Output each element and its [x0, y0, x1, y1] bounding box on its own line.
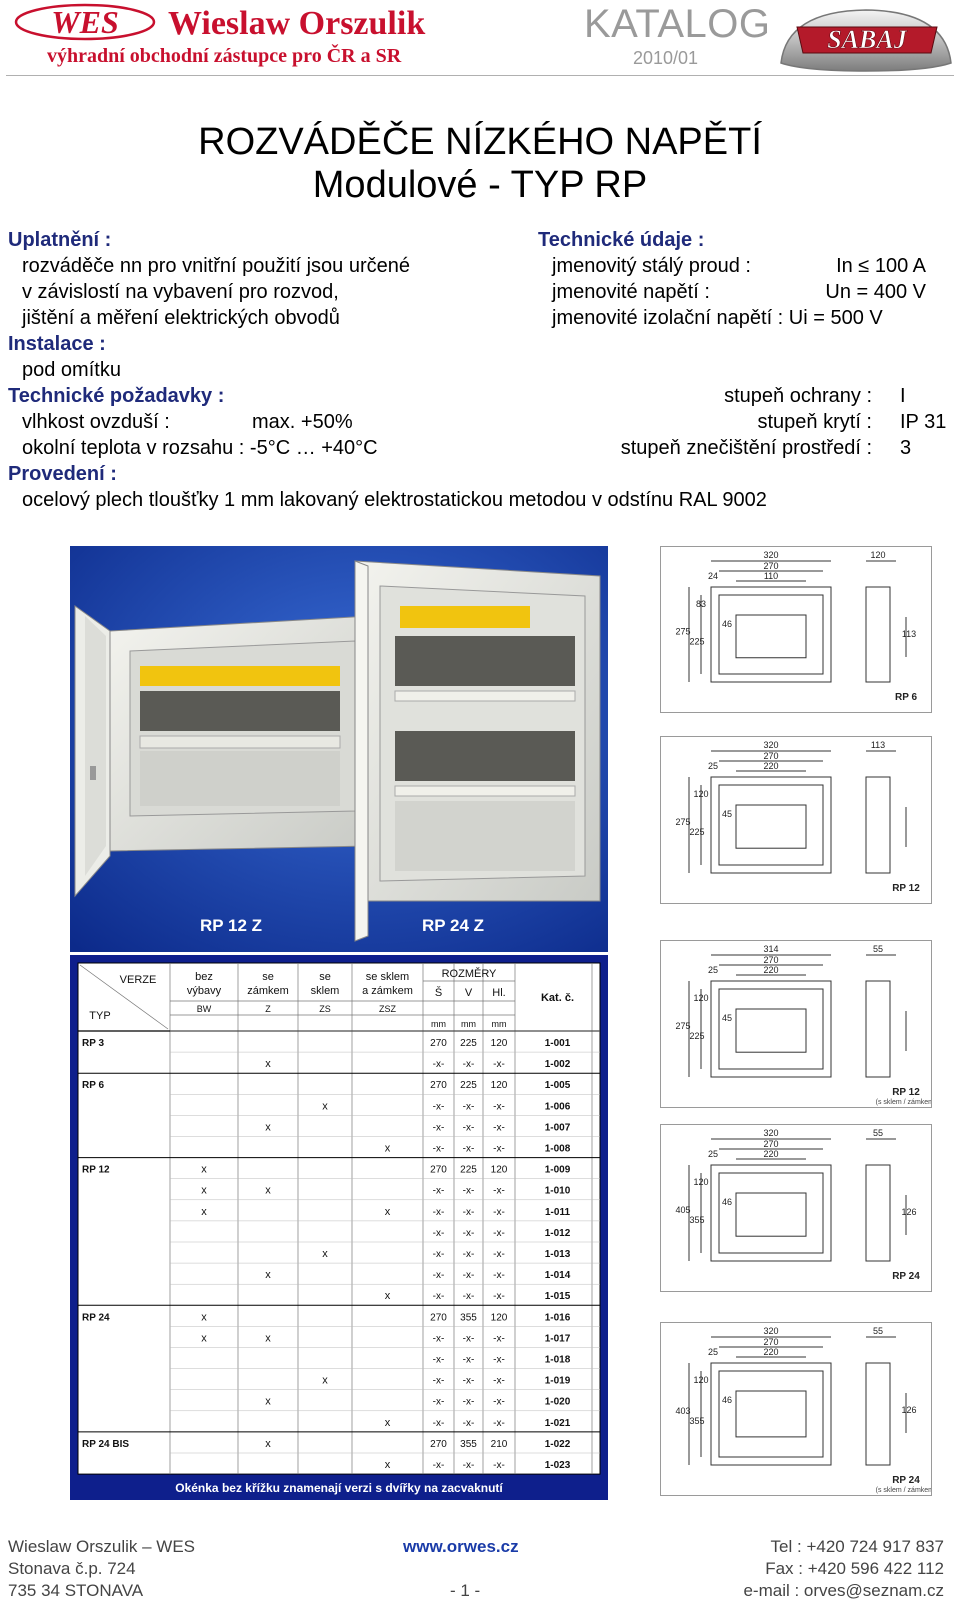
dim-v: -x- — [462, 1375, 475, 1387]
svg-text:SABAJ: SABAJ — [827, 25, 907, 54]
dim-s: -x- — [432, 1291, 445, 1303]
version-header: se sklem — [365, 971, 410, 983]
dimension-label: 113 — [901, 629, 917, 639]
version-mark: x — [265, 1269, 271, 1282]
dim-s: -x- — [432, 1185, 445, 1197]
page-subtitle: Modulové - TYP RP — [312, 164, 648, 206]
version-mark: x — [265, 1332, 271, 1345]
version-mark: x — [201, 1332, 207, 1345]
brand-subtitle: výhradní obchodní zástupce pro ČR a SR — [47, 45, 402, 67]
dim-h: -x- — [493, 1227, 505, 1239]
dimension-label: 45 — [721, 1013, 733, 1023]
dimension-label: 25 — [707, 1149, 719, 1159]
footer-company: Wieslaw Orszulik – WES — [8, 1537, 196, 1556]
dim-h: -x- — [493, 1375, 505, 1387]
dim-s: -x- — [432, 1333, 445, 1345]
page-title: ROZVÁDĚČE NÍZKÉHO NAPĚTÍ — [198, 121, 762, 163]
dimension-label: 83 — [695, 599, 707, 609]
version-mark: x — [265, 1437, 271, 1450]
napeti-value: Un = 400 V — [825, 281, 926, 303]
dims-header: ROZMĚRY — [441, 968, 497, 980]
dim-s: 270 — [430, 1312, 447, 1324]
dimension-label: 275 — [675, 1021, 691, 1031]
dim-v: -x- — [462, 1143, 475, 1155]
version-mark: x — [201, 1184, 207, 1197]
dim-h: -x- — [493, 1417, 505, 1429]
dim-v: -x- — [462, 1354, 475, 1366]
proud-value: In ≤ 100 A — [836, 255, 926, 277]
cat-number: 1-020 — [544, 1396, 571, 1408]
table-footnote: Okénka bez křížku znamenají verzi s dvířky na zacvaknutí — [175, 1481, 503, 1495]
dimension-label: 275 — [675, 817, 691, 827]
dimension-label: 220 — [763, 761, 779, 771]
dimension-label: 220 — [763, 1149, 779, 1159]
dim-v: -x- — [462, 1185, 475, 1197]
drawing-label: RP 6 — [894, 692, 918, 703]
dim-h: -x- — [493, 1101, 505, 1113]
sabaj-logo — [777, 5, 955, 75]
dimension-label: 405 — [675, 1205, 691, 1215]
footer-address-1: Stonava č.p. 724 — [8, 1559, 136, 1578]
dimension-label: 46 — [721, 1395, 733, 1405]
cat-number: 1-006 — [544, 1101, 571, 1113]
instalace-value: pod omítku — [22, 359, 121, 381]
dim-s: -x- — [432, 1101, 445, 1113]
cat-number: 1-007 — [544, 1122, 571, 1134]
napeti-label: jmenovité napětí : — [552, 281, 710, 303]
dimension-label: 25 — [707, 761, 719, 771]
dimension-label: 25 — [707, 965, 719, 975]
cat-number: 1-009 — [544, 1164, 571, 1176]
drawing-label: RP 12 — [892, 883, 920, 894]
dimension-label: 403 — [675, 1406, 691, 1416]
cat-number: 1-021 — [544, 1417, 571, 1429]
version-mark: x — [265, 1058, 271, 1071]
version-mark: x — [384, 1142, 391, 1155]
dimension-label: 46 — [721, 1197, 733, 1207]
dim-v: -x- — [462, 1059, 475, 1071]
dimension-label: 120 — [693, 789, 709, 799]
brand-name: Wieslaw Orszulik — [168, 5, 426, 42]
cat-number: 1-010 — [544, 1185, 571, 1197]
version-header: a zámkem — [362, 985, 413, 997]
dimension-label: 126 — [901, 1405, 917, 1415]
cat-number: 1-011 — [544, 1206, 571, 1218]
dim-s: 270 — [430, 1438, 447, 1450]
table-corner-top: VERZE — [119, 974, 157, 986]
dimension-label: 55 — [872, 1326, 884, 1336]
dim-h: -x- — [493, 1396, 505, 1408]
cat-number: 1-001 — [544, 1038, 571, 1049]
dim-h: -x- — [493, 1143, 505, 1155]
row-type: RP 6 — [82, 1080, 105, 1092]
footer-address-2: 735 34 STONAVA — [8, 1581, 144, 1600]
cat-number: 1-013 — [544, 1249, 571, 1260]
dim-v: -x- — [462, 1101, 475, 1113]
izolacni-napeti: jmenovité izolační napětí : Ui = 500 V — [552, 307, 883, 329]
dim-v: -x- — [462, 1249, 475, 1260]
version-header: sklem — [310, 985, 340, 997]
dim-h: 120 — [490, 1312, 508, 1324]
dimension-label: 320 — [763, 550, 779, 560]
dimension-label: 120 — [693, 1375, 709, 1385]
provedeni-heading: Provedení : — [8, 463, 117, 485]
dim-v: -x- — [462, 1206, 475, 1218]
dim-unit: mm — [461, 1019, 476, 1029]
vlhkost-value: max. +50% — [252, 411, 353, 433]
drawing-note: (s sklem / zámkem) — [875, 1487, 931, 1494]
footer-fax: Fax : +420 596 422 112 — [765, 1559, 944, 1578]
drawing-label: RP 12 — [892, 1087, 920, 1098]
row-type: RP 3 — [82, 1038, 105, 1049]
dimension-label: 120 — [693, 1177, 709, 1187]
dimension-label: 113 — [870, 740, 886, 750]
dim-s: -x- — [432, 1059, 445, 1071]
instalace-heading: Instalace : — [8, 333, 106, 355]
catalog-date: 2010/01 — [633, 48, 699, 68]
dim-s: 270 — [430, 1038, 447, 1049]
version-mark: x — [384, 1459, 391, 1471]
dim-s: 270 — [430, 1080, 447, 1092]
dim-v: -x- — [462, 1417, 475, 1429]
dim-v: -x- — [462, 1270, 475, 1282]
dim-s: -x- — [432, 1270, 445, 1282]
kryti-label: stupeň krytí : — [757, 411, 872, 433]
dim-v: -x- — [462, 1396, 475, 1408]
wes-logo — [14, 3, 157, 41]
dimension-label: 220 — [763, 965, 779, 975]
dim-h: -x- — [493, 1122, 505, 1134]
row-type: RP 24 BIS — [82, 1438, 130, 1450]
vlhkost-label: vlhkost ovzduší : — [22, 411, 170, 433]
dim-v: -x- — [462, 1122, 475, 1134]
catalog-label: KATALOG — [584, 2, 771, 46]
dimension-label: 320 — [763, 740, 779, 750]
dimension-label: 25 — [707, 1347, 719, 1357]
uplatneni-line-1: rozváděče nn pro vnitřní použití jsou určené — [22, 255, 410, 277]
dimension-label: 55 — [872, 1128, 884, 1138]
cat-number: 1-014 — [544, 1270, 571, 1282]
dim-s: -x- — [432, 1396, 445, 1408]
dimension-label: 270 — [763, 751, 779, 761]
dim-v: 355 — [460, 1438, 477, 1450]
dim-unit: mm — [431, 1019, 446, 1029]
dimension-label: 110 — [763, 571, 779, 581]
product-photo — [70, 546, 608, 952]
version-mark: x — [322, 1100, 328, 1113]
dim-s: -x- — [432, 1249, 445, 1260]
footer-web-link[interactable]: www.orwes.cz — [403, 1537, 519, 1556]
teplota-text: okolní teplota v rozsahu : -5°C … +40°C — [22, 437, 378, 459]
drawing-note: (s sklem / zámkem) — [875, 1099, 931, 1106]
pozadavky-heading: Technické požadavky : — [8, 385, 225, 407]
cat-number: 1-015 — [544, 1291, 571, 1303]
version-header: výbavy — [186, 985, 222, 997]
version-header: se — [262, 971, 274, 983]
znecisteni-value: 3 — [900, 437, 912, 459]
footer-email[interactable]: e-mail : orves@seznam.cz — [743, 1581, 944, 1600]
dimension-label: 225 — [689, 827, 705, 837]
dim-s: -x- — [432, 1227, 445, 1239]
cat-number: 1-002 — [544, 1059, 571, 1071]
dim-s: -x- — [432, 1417, 445, 1429]
dim-s: -x- — [432, 1206, 445, 1218]
dimension-label: 225 — [689, 636, 705, 647]
dim-h: -x- — [493, 1270, 505, 1282]
svg-text:WES: WES — [51, 4, 119, 40]
version-code: Z — [265, 1004, 271, 1014]
uplatneni-line-2: v závislostí na vybavení pro rozvod, — [22, 281, 339, 303]
cat-number: 1-005 — [544, 1080, 571, 1092]
drawing-rp12-sklo — [660, 940, 932, 1108]
cat-number: 1-018 — [544, 1354, 571, 1366]
dim-h: -x- — [493, 1206, 505, 1218]
dimension-label: 55 — [872, 944, 884, 954]
dimension-label: 314 — [763, 944, 779, 954]
dim-v: 225 — [460, 1038, 477, 1049]
cat-number: 1-012 — [544, 1227, 571, 1239]
cat-number: 1-008 — [544, 1143, 571, 1155]
cat-number: 1-017 — [544, 1333, 571, 1345]
dim-h: 210 — [490, 1438, 508, 1450]
dim-h: -x- — [493, 1291, 505, 1303]
dim-unit: mm — [491, 1019, 507, 1029]
drawing-label: RP 24 — [892, 1475, 920, 1486]
drawing-label: RP 24 — [892, 1271, 920, 1282]
photo-label-rp12z: RP 12 Z — [200, 916, 263, 935]
dim-v: 355 — [460, 1312, 477, 1324]
drawing-rp24 — [660, 1124, 932, 1292]
cat-header: Kat. č. — [540, 992, 575, 1004]
version-code: ZS — [319, 1004, 331, 1014]
dimension-label: 320 — [763, 1128, 779, 1138]
dim-s: 270 — [430, 1164, 447, 1176]
dim-v: -x- — [462, 1227, 475, 1239]
uplatneni-heading: Uplatnění : — [8, 229, 112, 251]
dim-v: 225 — [460, 1164, 477, 1176]
drawing-rp12 — [660, 736, 932, 904]
technicke-udaje-heading: Technické údaje : — [538, 229, 705, 251]
version-mark: x — [384, 1290, 391, 1303]
dim-s: -x- — [432, 1460, 445, 1471]
dim-v: -x- — [462, 1333, 475, 1345]
row-type: RP 24 — [82, 1312, 110, 1324]
cat-number: 1-016 — [544, 1312, 571, 1324]
dim-h: 120 — [490, 1164, 508, 1176]
cabinet-rp24z — [355, 561, 600, 941]
footer-tel: Tel : +420 724 917 837 — [770, 1537, 944, 1556]
dim-s: -x- — [432, 1122, 445, 1134]
dim-h: -x- — [493, 1354, 505, 1366]
footer-page-number: - 1 - — [450, 1581, 481, 1600]
dim-s: -x- — [432, 1354, 445, 1366]
dimension-label: 225 — [689, 1031, 705, 1041]
dim-v: 225 — [460, 1080, 477, 1092]
dim-h: 120 — [490, 1080, 508, 1092]
version-header: zámkem — [247, 985, 289, 997]
provedeni-value: ocelový plech tloušťky 1 mm lakovaný elektrostatickou metodou v odstínu RAL 9002 — [22, 489, 767, 511]
ochrana-label: stupeň ochrany : — [724, 385, 872, 407]
dimension-label: 126 — [901, 1207, 917, 1217]
dim-h: -x- — [493, 1249, 505, 1260]
version-header: se — [319, 971, 331, 983]
version-code: BW — [196, 1004, 212, 1014]
version-mark: x — [265, 1184, 271, 1197]
dimension-label: 270 — [763, 561, 779, 571]
dimension-label: 355 — [689, 1215, 705, 1225]
dim-h: -x- — [493, 1460, 505, 1471]
kryti-value: IP 31 — [900, 411, 947, 433]
version-mark: x — [265, 1121, 271, 1134]
version-mark: x — [322, 1374, 328, 1387]
drawing-rp6 — [660, 546, 932, 713]
photo-label-rp24z: RP 24 Z — [422, 916, 485, 935]
dim-col-header: Hl. — [492, 987, 506, 999]
uplatneni-line-3: jištění a měření elektrických obvodů — [22, 307, 340, 329]
cat-number: 1-023 — [544, 1460, 571, 1471]
dimension-label: 320 — [763, 1326, 779, 1336]
dimension-label: 120 — [870, 550, 886, 560]
version-mark: x — [201, 1163, 207, 1176]
version-mark: x — [322, 1248, 328, 1260]
version-header: bez — [195, 971, 213, 983]
dim-h: -x- — [493, 1333, 505, 1345]
version-mark: x — [201, 1205, 207, 1218]
cat-number: 1-022 — [544, 1438, 571, 1450]
dim-v: -x- — [462, 1291, 475, 1303]
dim-s: -x- — [432, 1143, 445, 1155]
table-corner-bottom: TYP — [89, 1010, 111, 1022]
dim-v: -x- — [462, 1460, 475, 1471]
dimension-label: 355 — [689, 1416, 705, 1426]
dimension-label: 220 — [763, 1347, 779, 1357]
dimension-label: 270 — [763, 1139, 779, 1149]
dimension-label: 24 — [707, 571, 719, 581]
dim-col-header: V — [464, 987, 473, 999]
dim-h: -x- — [493, 1059, 505, 1071]
row-type: RP 12 — [82, 1164, 110, 1176]
drawing-rp24-sklo — [660, 1322, 932, 1496]
version-mark: x — [384, 1416, 391, 1429]
znecisteni-label: stupeň znečištění prostředí : — [620, 437, 872, 459]
dimension-label: 46 — [721, 619, 733, 629]
dimension-label: 275 — [675, 626, 691, 637]
cat-number: 1-019 — [544, 1375, 571, 1387]
dimension-label: 120 — [693, 993, 709, 1003]
dim-h: -x- — [493, 1185, 505, 1197]
dim-h: 120 — [490, 1038, 508, 1049]
version-code: ZSZ — [379, 1004, 396, 1014]
dimension-label: 270 — [763, 1337, 779, 1347]
proud-label: jmenovitý stálý proud : — [552, 255, 751, 277]
header-rule — [6, 75, 954, 76]
version-mark: x — [384, 1205, 391, 1218]
catalog-table — [70, 955, 608, 1500]
dimension-label: 45 — [721, 809, 733, 819]
ochrana-value: I — [900, 385, 906, 407]
dim-s: -x- — [432, 1375, 445, 1387]
version-mark: x — [265, 1395, 271, 1408]
version-mark: x — [201, 1311, 207, 1324]
dimension-label: 270 — [763, 955, 779, 965]
dim-col-header: Š — [434, 987, 443, 999]
